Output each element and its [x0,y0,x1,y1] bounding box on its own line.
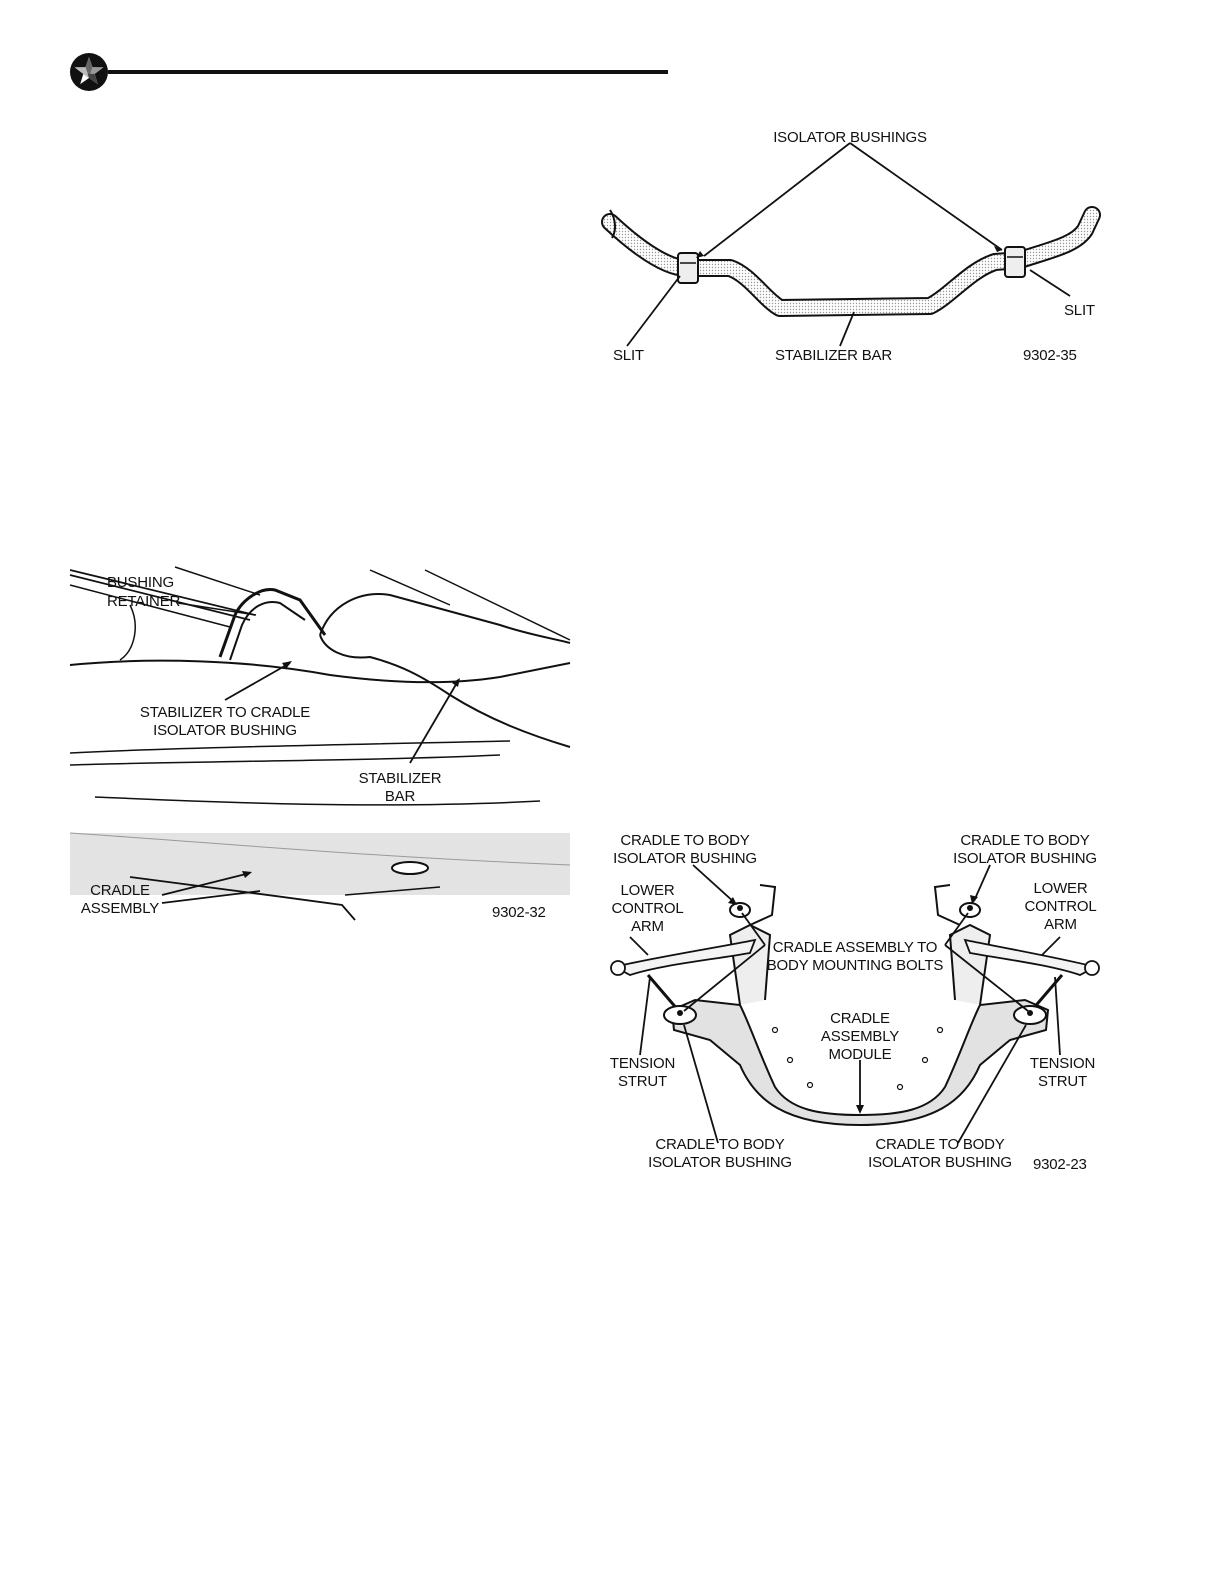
label-top-right-line1: CRADLE TO BODY [960,832,1090,849]
label-slit-right: SLIT [1064,302,1095,319]
label-bottom-right-line1: CRADLE TO BODY [875,1136,1005,1153]
label-bolts-line2: BODY MOUNTING BOLTS [766,957,944,974]
cradle-drawing [600,825,1110,1185]
figure-id: 9302-32 [492,904,546,921]
label-strut-right-line2: STRUT [1038,1073,1087,1090]
label-bar-line1: STABILIZER [358,770,442,787]
label-isolator-bushings: ISOLATOR BUSHINGS [773,129,927,146]
label-lca-right-line1: LOWER [1033,880,1088,897]
pentastar-icon [0,0,1224,100]
label-lca-left-line1: LOWER [620,882,675,899]
label-isolator-line1: STABILIZER TO CRADLE [139,704,311,721]
label-isolator-line2: ISOLATOR BUSHING [153,722,297,739]
label-strut-right-line1: TENSION [1029,1055,1096,1072]
left-isolator-bushing [678,253,698,283]
label-bolts-line1: CRADLE ASSEMBLY TO [772,939,938,956]
figure-cradle [600,825,1110,1185]
label-cradle-line1: CRADLE [90,882,150,899]
figure-id: 9302-23 [1033,1156,1087,1173]
label-bottom-left-line1: CRADLE TO BODY [655,1136,785,1153]
label-retainer: RETAINER [107,593,181,610]
bushing-retainer-drawing [70,565,575,925]
label-module-line2: ASSEMBLY [820,1028,900,1045]
label-lca-right-line3: ARM [1044,916,1077,933]
page-header [0,0,1224,100]
label-module-line1: CRADLE [830,1010,890,1027]
label-slit-left: SLIT [613,347,644,364]
label-stabilizer-bar: STABILIZER BAR [775,347,892,364]
label-top-right-line2: ISOLATOR BUSHING [953,850,1097,867]
label-module-line3: MODULE [828,1046,892,1063]
label-strut-left-line2: STRUT [618,1073,667,1090]
figure-bushing-retainer [70,565,575,925]
label-bushing: BUSHING [107,574,174,591]
label-lca-right-line2: CONTROL [1024,898,1097,915]
figure-id: 9302-35 [1023,347,1077,364]
label-strut-left-line1: TENSION [609,1055,676,1072]
label-lca-left-line2: CONTROL [611,900,684,917]
label-bar-line2: BAR [384,788,416,805]
label-bottom-left-line2: ISOLATOR BUSHING [648,1154,792,1171]
label-top-left-line1: CRADLE TO BODY [620,832,750,849]
stabilizer-bar-drawing [600,110,1120,380]
label-lca-left-line3: ARM [631,918,664,935]
figure-stabilizer-bar [600,110,1120,380]
right-isolator-bushing [1005,247,1025,277]
label-bottom-right-line2: ISOLATOR BUSHING [868,1154,1012,1171]
header-rule [108,70,668,74]
label-top-left-line2: ISOLATOR BUSHING [613,850,757,867]
label-cradle-line2: ASSEMBLY [80,900,160,917]
